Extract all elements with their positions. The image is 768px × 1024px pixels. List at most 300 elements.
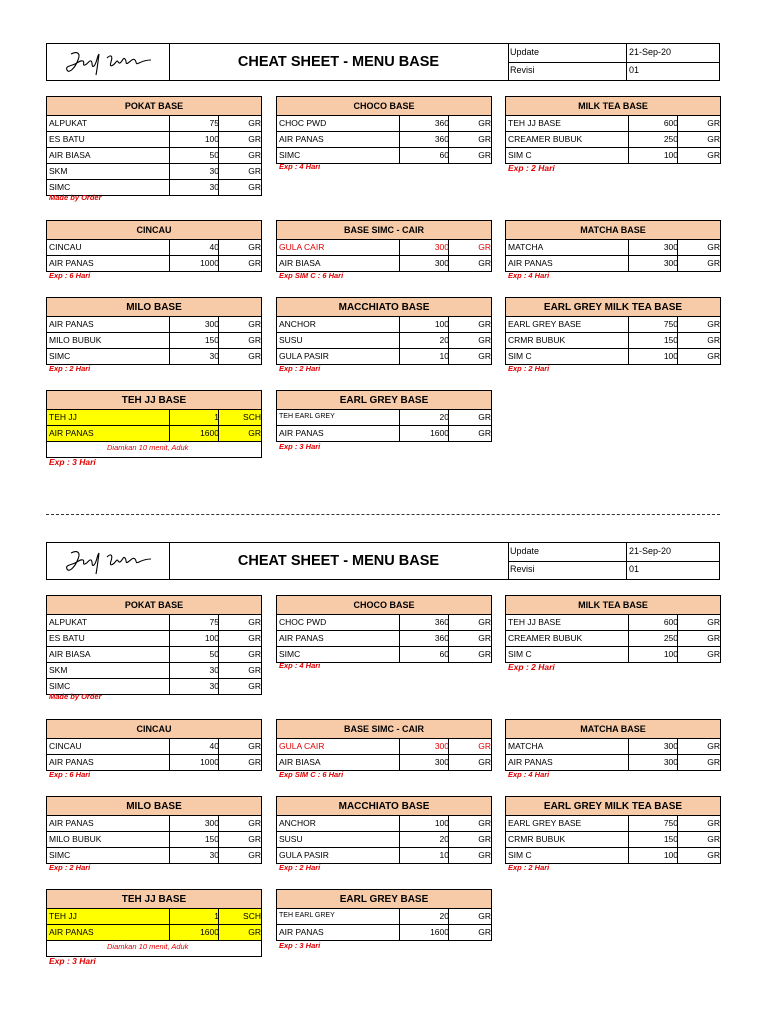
ingredient-unit: GR: [478, 850, 491, 860]
ingredient-unit: GR: [248, 428, 261, 438]
table-row: [277, 349, 491, 364]
revisi-row: [508, 62, 719, 80]
ingredient-unit: GR: [478, 335, 491, 345]
ingredient-unit: SCH: [243, 412, 261, 422]
ingredient-name: TEH JJ BASE: [508, 118, 561, 128]
ingredient-name: SIM C: [508, 850, 532, 860]
ingredient-qty: 1000: [200, 757, 219, 767]
ingredient-qty: 100: [663, 850, 678, 860]
expiry-note: Exp : 3 Hari: [49, 457, 96, 467]
ingredient-name: CREAMER BUBUK: [508, 134, 583, 144]
table-title: POKAT BASE: [47, 596, 261, 615]
table-row: [47, 410, 261, 426]
ingredient-qty: 100: [434, 319, 449, 329]
ingredient-name: GULA PASIR: [279, 351, 329, 361]
ingredient-unit: GR: [248, 166, 261, 176]
ingredient-unit: GR: [248, 150, 261, 160]
ingredient-name: ANCHOR: [279, 818, 316, 828]
update-row: [508, 44, 719, 63]
ingredient-name: CINCAU: [49, 242, 82, 252]
ingredient-name: EARL GREY BASE: [508, 818, 582, 828]
table-pokat: [46, 96, 262, 196]
table-row: [277, 148, 491, 163]
ingredient-qty: 60: [439, 150, 449, 160]
ingredient-unit: GR: [707, 850, 720, 860]
expiry-note: Exp : 3 Hari: [279, 941, 321, 950]
table-title: CHOCO BASE: [277, 596, 491, 615]
ingredient-qty: 750: [663, 818, 678, 828]
ingredient-unit: GR: [248, 850, 261, 860]
ingredient-unit: GR: [248, 258, 261, 268]
table-title: CINCAU: [47, 720, 261, 739]
ingredient-qty: 150: [204, 335, 219, 345]
table-title: BASE SIMC - CAIR: [277, 720, 491, 739]
ingredient-qty: 1600: [430, 927, 449, 937]
ingredient-name: AIR PANAS: [49, 258, 94, 268]
table-row: [47, 816, 261, 832]
ingredient-qty: 100: [204, 134, 219, 144]
ingredient-qty: 100: [663, 150, 678, 160]
ingredient-qty: 1: [214, 412, 219, 422]
table-row: [506, 256, 720, 271]
table-title: MILK TEA BASE: [506, 97, 720, 116]
ingredient-qty: 300: [434, 258, 449, 268]
ingredient-name: TEH JJ: [49, 911, 77, 921]
table-matcha: [505, 220, 721, 272]
ingredient-qty: 100: [204, 633, 219, 643]
table-macchiato: [276, 796, 492, 864]
page-title: CHEAT SHEET - MENU BASE: [169, 44, 509, 80]
ingredient-unit: GR: [478, 134, 491, 144]
table-title: POKAT BASE: [47, 97, 261, 116]
table-row: [47, 647, 261, 663]
table-row: [277, 333, 491, 349]
table-row: [277, 848, 491, 863]
table-row: [277, 426, 491, 441]
ingredient-unit: GR: [248, 134, 261, 144]
instruction-text: Diamkan 10 menit, Aduk: [107, 942, 189, 951]
ingredient-unit: GR: [248, 665, 261, 675]
ingredient-qty: 750: [663, 319, 678, 329]
expiry-note: Exp : 2 Hari: [49, 863, 91, 872]
table-row: [47, 631, 261, 647]
ingredient-name: SIMC: [49, 681, 71, 691]
ingredient-unit: GR: [248, 182, 261, 192]
expiry-note: Exp SIM C : 6 Hari: [279, 770, 344, 779]
ingredient-unit: GR: [248, 351, 261, 361]
ingredient-qty: 300: [663, 258, 678, 268]
ingredient-name: AIR BIASA: [279, 258, 321, 268]
revisi-value: 01: [629, 564, 640, 574]
ingredient-name: CHOC PWD: [279, 118, 327, 128]
table-pokat: [46, 595, 262, 695]
table-row: [277, 256, 491, 271]
ingredient-name: CINCAU: [49, 741, 82, 751]
ingredient-unit: GR: [248, 242, 261, 252]
ingredient-name: AIR PANAS: [49, 818, 94, 828]
signature-logo-icon: [61, 48, 157, 78]
table-simc: [276, 220, 492, 272]
revisi-label: Revisi: [510, 65, 535, 75]
table-row: [506, 349, 720, 364]
ingredient-unit: GR: [707, 242, 720, 252]
ingredient-unit: GR: [478, 757, 491, 767]
ingredient-name: AIR PANAS: [49, 927, 94, 937]
ingredient-qty: 1000: [200, 258, 219, 268]
ingredient-qty: 150: [204, 834, 219, 844]
ingredient-qty: 40: [209, 741, 219, 751]
update-value: 21-Sep-20: [629, 546, 672, 556]
ingredient-name: SIM C: [508, 150, 532, 160]
ingredient-name: ES BATU: [49, 134, 85, 144]
sheet-header: [46, 43, 720, 81]
table-row: [47, 132, 261, 148]
table-row: [506, 755, 720, 770]
table-title: EARL GREY MILK TEA BASE: [506, 797, 720, 816]
ingredient-unit: GR: [478, 649, 491, 659]
ingredient-unit: GR: [478, 150, 491, 160]
ingredient-name: SUSU: [279, 335, 303, 345]
ingredient-name: CREAMER BUBUK: [508, 633, 583, 643]
ingredient-name: CHOC PWD: [279, 617, 327, 627]
ingredient-unit: GR: [248, 319, 261, 329]
ingredient-unit: GR: [248, 633, 261, 643]
table-row: [277, 615, 491, 631]
table-tehjj: [46, 889, 262, 957]
ingredient-qty: 600: [663, 617, 678, 627]
ingredient-name: SKM: [49, 166, 68, 176]
ingredient-unit: GR: [478, 834, 491, 844]
ingredient-qty: 50: [209, 649, 219, 659]
ingredient-unit: GR: [707, 319, 720, 329]
table-row: [47, 832, 261, 848]
expiry-note: Exp : 6 Hari: [49, 770, 91, 779]
ingredient-unit: GR: [478, 927, 491, 937]
instruction-row: [47, 442, 261, 457]
ingredient-unit: GR: [707, 258, 720, 268]
ingredient-unit: GR: [707, 741, 720, 751]
ingredient-unit: GR: [478, 633, 491, 643]
ingredient-name: AIR PANAS: [49, 757, 94, 767]
dashed-divider: [46, 514, 720, 515]
ingredient-qty: 360: [434, 134, 449, 144]
ingredient-name: TEH EARL GREY: [279, 413, 335, 420]
table-title: EARL GREY MILK TEA BASE: [506, 298, 720, 317]
expiry-note: Exp : 2 Hari: [508, 863, 550, 872]
expiry-note: Exp : 4 Hari: [508, 770, 550, 779]
ingredient-unit: GR: [478, 412, 491, 422]
table-row: [506, 832, 720, 848]
ingredient-unit: GR: [248, 834, 261, 844]
ingredient-unit: GR: [707, 757, 720, 767]
ingredient-name: AIR PANAS: [508, 757, 553, 767]
table-row: [277, 925, 491, 940]
ingredient-unit: GR: [248, 118, 261, 128]
sheet-header: [46, 542, 720, 580]
ingredient-name: GULA PASIR: [279, 850, 329, 860]
ingredient-name: TEH EARL GREY: [279, 912, 335, 919]
table-row: [506, 615, 720, 631]
table-title: MATCHA BASE: [506, 221, 720, 240]
update-row: [508, 543, 719, 562]
ingredient-name: AIR PANAS: [508, 258, 553, 268]
ingredient-qty: 20: [439, 335, 449, 345]
ingredient-qty: 1600: [200, 428, 219, 438]
expiry-note: Exp SIM C : 6 Hari: [279, 271, 344, 280]
ingredient-name: SIMC: [49, 850, 71, 860]
ingredient-name: ANCHOR: [279, 319, 316, 329]
ingredient-name: MILO BUBUK: [49, 834, 102, 844]
ingredient-name: AIR PANAS: [279, 134, 324, 144]
expiry-note: Exp : 3 Hari: [49, 956, 96, 966]
ingredient-name: AIR BIASA: [279, 757, 321, 767]
table-row: [47, 615, 261, 631]
table-title: MACCHIATO BASE: [277, 298, 491, 317]
ingredient-unit: GR: [707, 834, 720, 844]
table-title: MACCHIATO BASE: [277, 797, 491, 816]
ingredient-unit: GR: [478, 428, 491, 438]
table-milo: [46, 796, 262, 864]
ingredient-unit: GR: [478, 741, 491, 751]
ingredient-qty: 30: [209, 665, 219, 675]
table-title: BASE SIMC - CAIR: [277, 221, 491, 240]
expiry-note: Exp : 4 Hari: [279, 661, 321, 670]
expiry-note: Exp : 4 Hari: [279, 162, 321, 171]
ingredient-unit: GR: [248, 927, 261, 937]
ingredient-unit: GR: [707, 134, 720, 144]
update-label: Update: [510, 546, 540, 556]
ingredient-unit: GR: [707, 818, 720, 828]
expiry-note: Exp : 3 Hari: [279, 442, 321, 451]
table-choco: [276, 595, 492, 663]
ingredient-qty: 30: [209, 681, 219, 691]
table-row: [277, 739, 491, 755]
ingredient-unit: GR: [478, 911, 491, 921]
table-row: [277, 240, 491, 256]
ingredient-unit: GR: [478, 818, 491, 828]
table-row: [47, 349, 261, 364]
table-row: [277, 317, 491, 333]
ingredient-qty: 10: [439, 850, 449, 860]
revisi-row: [508, 561, 719, 579]
ingredient-unit: GR: [248, 335, 261, 345]
table-row: [277, 832, 491, 848]
table-title: CHOCO BASE: [277, 97, 491, 116]
expiry-note: Exp : 2 Hari: [49, 364, 91, 373]
table-title: MATCHA BASE: [506, 720, 720, 739]
ingredient-unit: GR: [707, 617, 720, 627]
ingredient-unit: GR: [707, 150, 720, 160]
table-row: [47, 148, 261, 164]
ingredient-qty: 360: [434, 617, 449, 627]
ingredient-qty: 30: [209, 351, 219, 361]
ingredient-qty: 100: [663, 649, 678, 659]
ingredient-name: AIR PANAS: [279, 633, 324, 643]
expiry-note: Exp : 2 Hari: [508, 163, 555, 173]
table-row: [277, 116, 491, 132]
table-row: [506, 631, 720, 647]
ingredient-qty: 600: [663, 118, 678, 128]
table-row: [506, 132, 720, 148]
ingredient-qty: 30: [209, 166, 219, 176]
ingredient-name: SIMC: [279, 150, 301, 160]
ingredient-qty: 100: [663, 351, 678, 361]
expiry-note: Exp : 2 Hari: [279, 364, 321, 373]
ingredient-unit: GR: [248, 757, 261, 767]
ingredient-unit: GR: [248, 741, 261, 751]
ingredient-name: MATCHA: [508, 741, 544, 751]
instruction-text: Diamkan 10 menit, Aduk: [107, 443, 189, 452]
table-row: [506, 116, 720, 132]
table-row: [277, 132, 491, 148]
table-title: TEH JJ BASE: [47, 391, 261, 410]
ingredient-name: SKM: [49, 665, 68, 675]
ingredient-qty: 360: [434, 118, 449, 128]
table-title: EARL GREY BASE: [277, 391, 491, 410]
table-row: [506, 333, 720, 349]
table-row: [47, 116, 261, 132]
table-row: [277, 631, 491, 647]
ingredient-name: ES BATU: [49, 633, 85, 643]
table-row: [47, 755, 261, 770]
ingredient-unit: GR: [707, 351, 720, 361]
ingredient-name: GULA CAIR: [279, 242, 325, 252]
ingredient-unit: GR: [478, 118, 491, 128]
table-matcha: [505, 719, 721, 771]
ingredient-qty: 30: [209, 182, 219, 192]
ingredient-qty: 300: [204, 319, 219, 329]
ingredient-qty: 20: [439, 834, 449, 844]
ingredient-name: AIR PANAS: [49, 428, 94, 438]
ingredient-unit: GR: [248, 617, 261, 627]
ingredient-unit: GR: [478, 351, 491, 361]
ingredient-name: SIM C: [508, 351, 532, 361]
ingredient-qty: 300: [204, 818, 219, 828]
update-label: Update: [510, 47, 540, 57]
ingredient-qty: 60: [439, 649, 449, 659]
logo: [47, 543, 170, 579]
ingredient-qty: 1: [214, 911, 219, 921]
ingredient-name: AIR BIASA: [49, 649, 91, 659]
table-title: EARL GREY BASE: [277, 890, 491, 909]
ingredient-qty: 20: [439, 412, 449, 422]
ingredient-name: ALPUKAT: [49, 118, 88, 128]
expiry-note: Exp : 6 Hari: [49, 271, 91, 280]
table-row: [47, 426, 261, 442]
revisi-label: Revisi: [510, 564, 535, 574]
ingredient-name: TEH JJ BASE: [508, 617, 561, 627]
ingredient-name: SIMC: [49, 182, 71, 192]
ingredient-unit: GR: [707, 633, 720, 643]
ingredient-name: MILO BUBUK: [49, 335, 102, 345]
expiry-note: Made by Order: [49, 193, 102, 202]
table-row: [277, 909, 491, 925]
table-title: MILO BASE: [47, 797, 261, 816]
table-row: [277, 410, 491, 426]
ingredient-qty: 50: [209, 150, 219, 160]
ingredient-name: SIMC: [49, 351, 71, 361]
expiry-note: Exp : 2 Hari: [279, 863, 321, 872]
table-row: [506, 240, 720, 256]
table-tehjj: [46, 390, 262, 458]
ingredient-name: MATCHA: [508, 242, 544, 252]
table-row: [47, 848, 261, 863]
table-row: [506, 647, 720, 662]
table-cincau: [46, 719, 262, 771]
cheat-sheet-2: [0, 499, 768, 999]
table-milktea: [505, 595, 721, 663]
ingredient-unit: SCH: [243, 911, 261, 921]
ingredient-unit: GR: [707, 118, 720, 128]
table-row: [506, 816, 720, 832]
ingredient-name: SUSU: [279, 834, 303, 844]
expiry-note: Exp : 2 Hari: [508, 662, 555, 672]
ingredient-qty: 20: [439, 911, 449, 921]
table-simc: [276, 719, 492, 771]
table-title: TEH JJ BASE: [47, 890, 261, 909]
table-earlgreymilk: [505, 297, 721, 365]
ingredient-qty: 1600: [430, 428, 449, 438]
ingredient-name: CRMR BUBUK: [508, 834, 566, 844]
table-row: [506, 739, 720, 755]
ingredient-name: GULA CAIR: [279, 741, 325, 751]
ingredient-unit: GR: [248, 681, 261, 691]
ingredient-qty: 300: [434, 757, 449, 767]
ingredient-qty: 300: [663, 757, 678, 767]
signature-logo-icon: [61, 547, 157, 577]
meta-block: [508, 44, 719, 80]
table-earlgreymilk: [505, 796, 721, 864]
ingredient-qty: 300: [663, 242, 678, 252]
table-milo: [46, 297, 262, 365]
table-row: [277, 816, 491, 832]
table-row: [506, 148, 720, 163]
ingredient-unit: GR: [248, 818, 261, 828]
revisi-value: 01: [629, 65, 640, 75]
table-row: [47, 256, 261, 271]
table-title: CINCAU: [47, 221, 261, 240]
ingredient-unit: GR: [478, 242, 491, 252]
ingredient-name: AIR PANAS: [279, 927, 324, 937]
ingredient-name: SIM C: [508, 649, 532, 659]
ingredient-unit: GR: [478, 617, 491, 627]
ingredient-qty: 1600: [200, 927, 219, 937]
ingredient-name: EARL GREY BASE: [508, 319, 582, 329]
ingredient-qty: 40: [209, 242, 219, 252]
ingredient-qty: 150: [663, 335, 678, 345]
table-row: [47, 663, 261, 679]
table-row: [47, 739, 261, 755]
table-row: [506, 848, 720, 863]
ingredient-qty: 250: [663, 633, 678, 643]
ingredient-unit: GR: [707, 335, 720, 345]
ingredient-name: AIR PANAS: [49, 319, 94, 329]
table-row: [47, 925, 261, 941]
table-row: [47, 317, 261, 333]
ingredient-qty: 75: [209, 617, 219, 627]
table-row: [47, 164, 261, 180]
update-value: 21-Sep-20: [629, 47, 672, 57]
ingredient-qty: 150: [663, 834, 678, 844]
meta-block: [508, 543, 719, 579]
ingredient-name: AIR PANAS: [279, 428, 324, 438]
ingredient-qty: 300: [434, 242, 449, 252]
table-row: [277, 647, 491, 662]
ingredient-unit: GR: [707, 649, 720, 659]
ingredient-unit: GR: [478, 258, 491, 268]
ingredient-qty: 360: [434, 633, 449, 643]
table-milktea: [505, 96, 721, 164]
